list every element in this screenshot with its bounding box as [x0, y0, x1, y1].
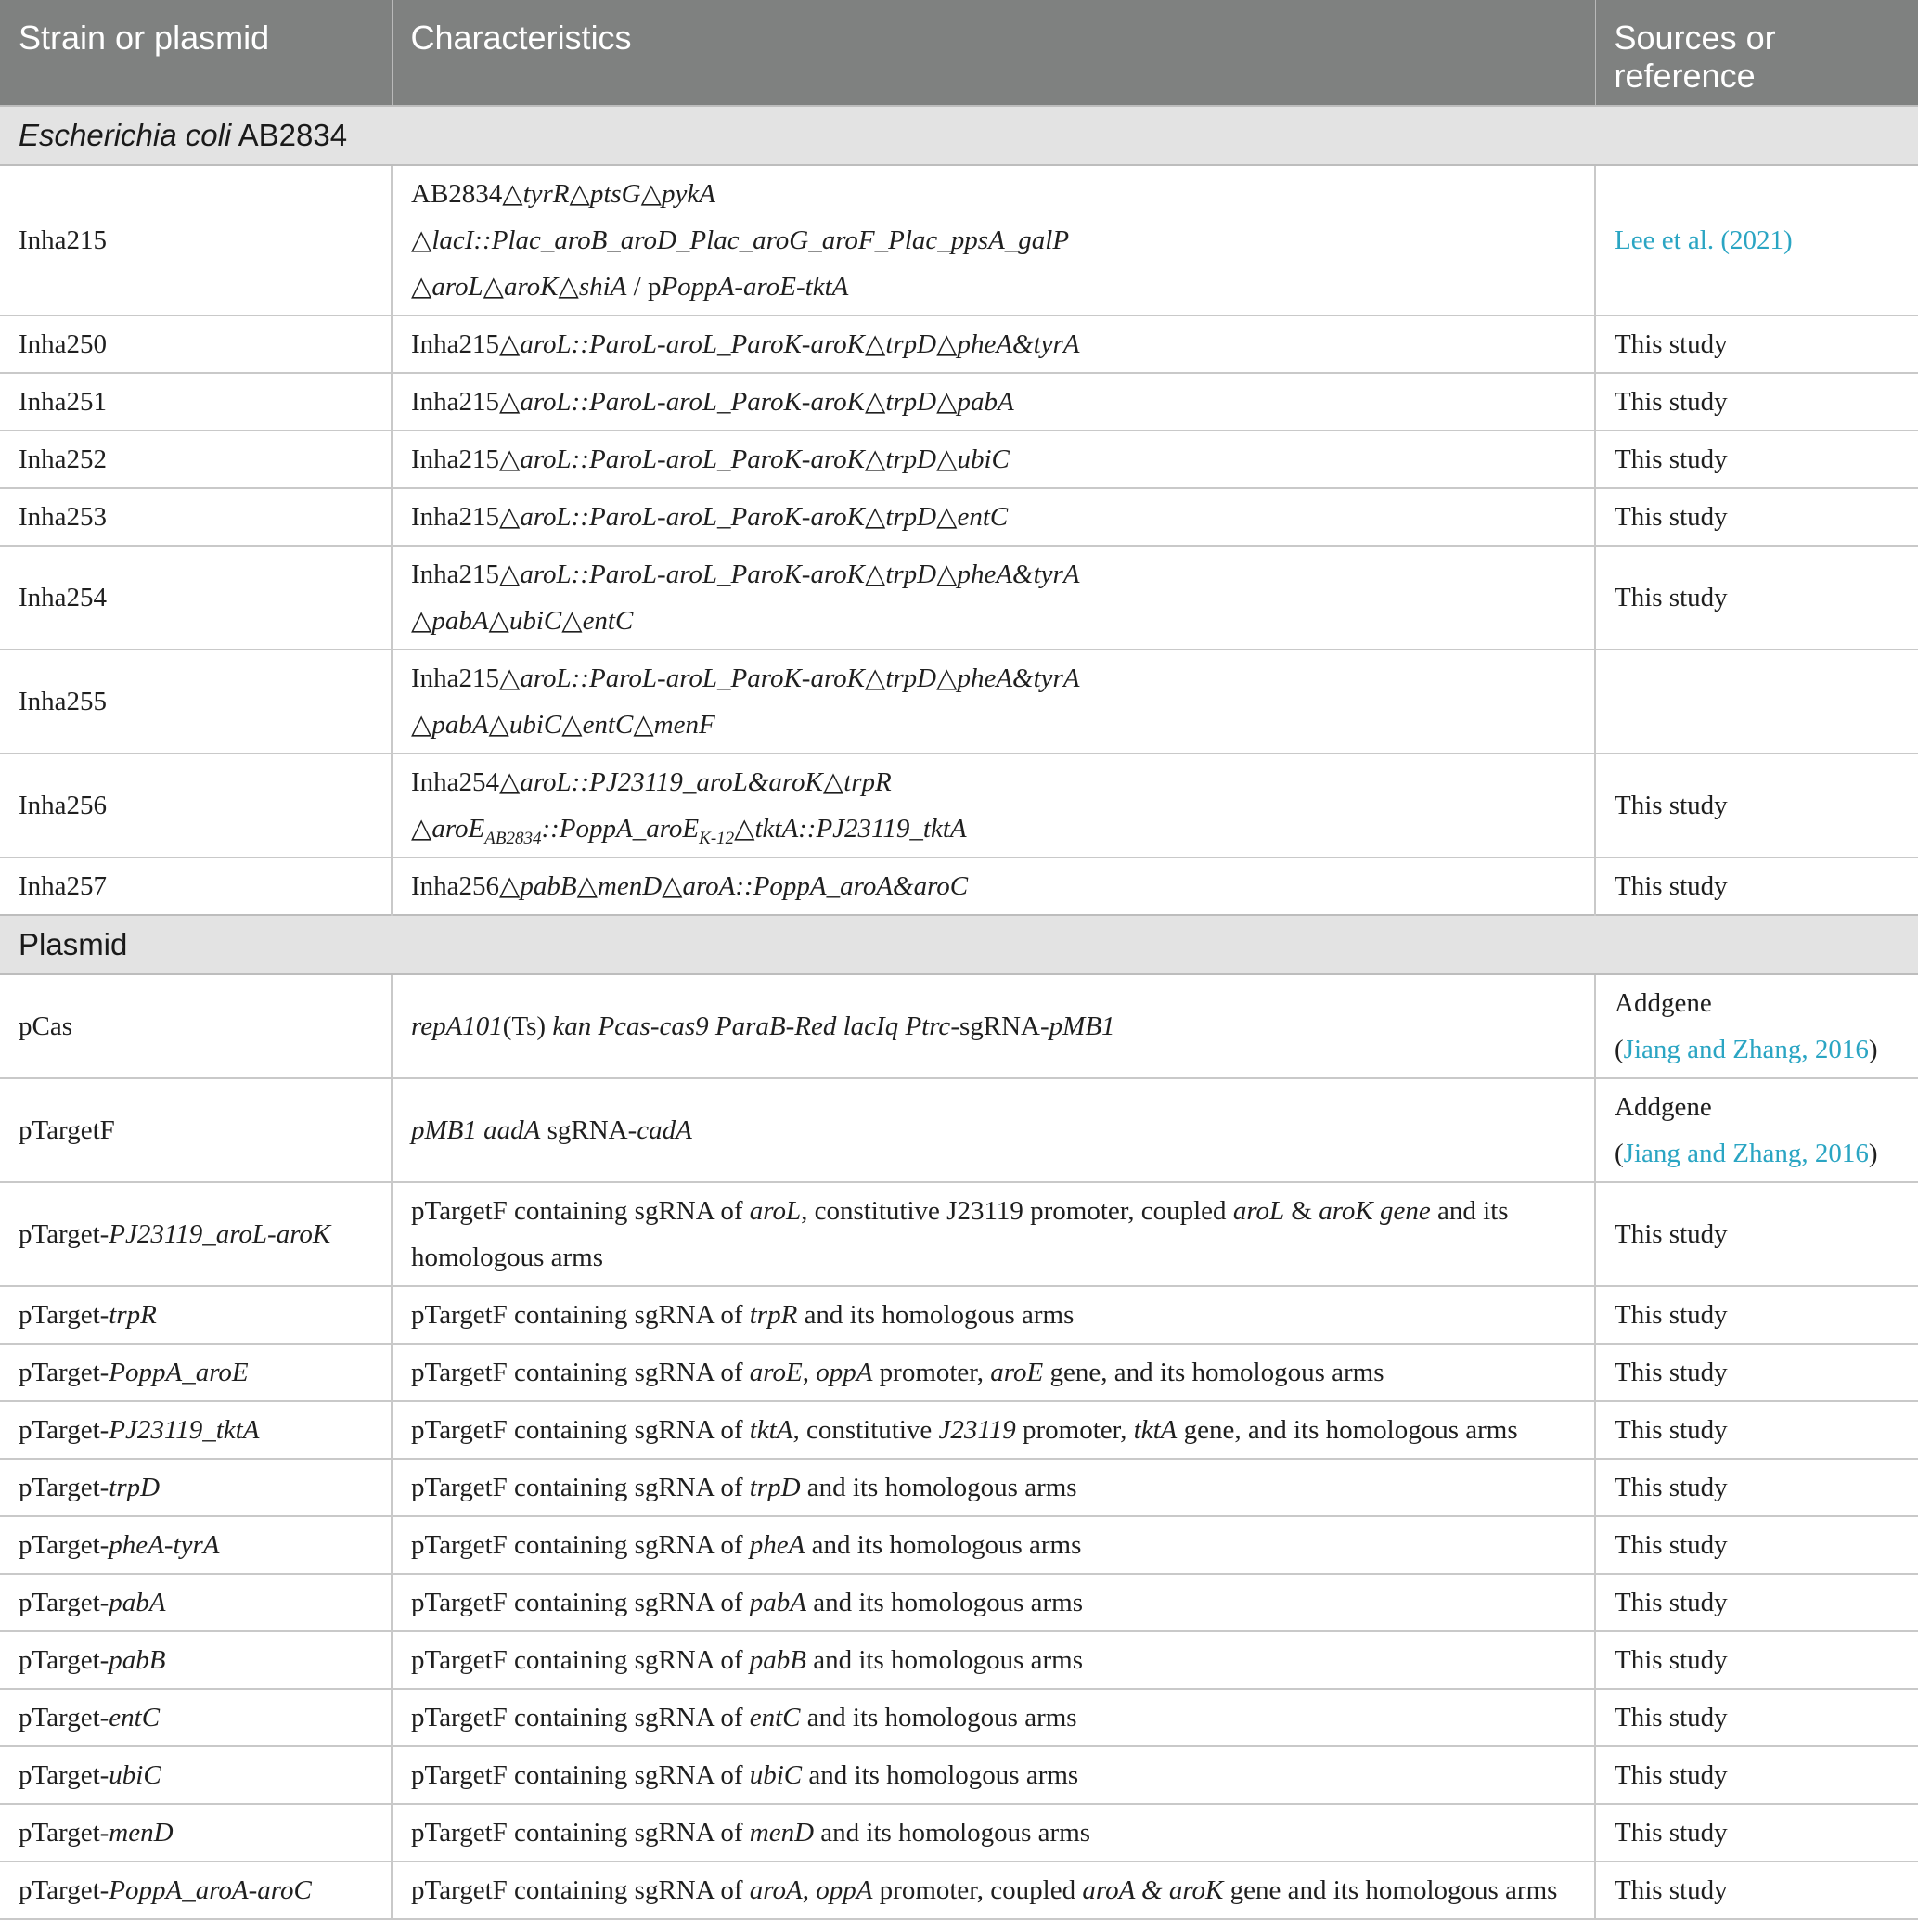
plasmid-characteristics: pTargetF containing sgRNA of aroL, constitutive J23119 promoter, coupled aroL & aroK gene and its homologous arms: [392, 1182, 1595, 1286]
plasmid-name: pTarget-menD: [0, 1804, 392, 1861]
table-row: [0, 1689, 1918, 1746]
table-row: [0, 1344, 1918, 1401]
plasmid-name: pTarget-trpD: [0, 1459, 392, 1516]
plasmid-name: pTargetF: [0, 1078, 392, 1182]
plasmid-source: This study: [1595, 1459, 1918, 1516]
strain-name: Inha257: [0, 857, 392, 915]
strain-characteristics: Inha256△pabB△menD△aroA::PoppA_aroA&aroC: [392, 857, 1595, 915]
plasmid-name: pTarget-PJ23119_tktA: [0, 1401, 392, 1459]
table-row: [0, 1286, 1918, 1344]
table-row: [0, 974, 1918, 1078]
plasmid-characteristics: pTargetF containing sgRNA of ubiC and its homologous arms: [392, 1746, 1595, 1804]
strain-source: This study: [1595, 316, 1918, 373]
plasmid-source: This study: [1595, 1516, 1918, 1574]
plasmid-name: pTarget-ubiC: [0, 1746, 392, 1804]
table-row: [0, 1631, 1918, 1689]
plasmid-characteristics: pTargetF containing sgRNA of aroA, oppA promoter, coupled aroA & aroK gene and its homologous arms: [392, 1861, 1595, 1919]
table-row: [0, 1574, 1918, 1631]
table-row: [0, 1516, 1918, 1574]
plasmid-source: This study: [1595, 1182, 1918, 1286]
plasmid-name: pTarget-PoppA_aroA-aroC: [0, 1861, 392, 1919]
plasmid-source: This study: [1595, 1689, 1918, 1746]
plasmid-name: pTarget-trpR: [0, 1286, 392, 1344]
plasmid-source: This study: [1595, 1746, 1918, 1804]
strain-name: Inha256: [0, 753, 392, 857]
plasmid-name: pTarget-pabA: [0, 1574, 392, 1631]
strain-source: This study: [1595, 546, 1918, 650]
strain-characteristics: Inha215△aroL::ParoL-aroL_ParoK-aroK△trpD△ubiC: [392, 431, 1595, 488]
plasmid-source: This study: [1595, 1574, 1918, 1631]
strain-source: This study: [1595, 753, 1918, 857]
table-row: [0, 1401, 1918, 1459]
table-row: [0, 1459, 1918, 1516]
plasmid-characteristics: pMB1 aadA sgRNA-cadA: [392, 1078, 1595, 1182]
table-row: [0, 1861, 1918, 1919]
table-row: [0, 373, 1918, 431]
plasmid-source: Addgene (Jiang and Zhang, 2016): [1595, 974, 1918, 1078]
strain-characteristics: Inha215△aroL::ParoL-aroL_ParoK-aroK△trpD△entC: [392, 488, 1595, 546]
header-strain-or-plasmid: Strain or plasmid: [0, 0, 392, 106]
header-row: [0, 0, 1918, 106]
strain-name: Inha215: [0, 165, 392, 316]
strain-name: Inha255: [0, 650, 392, 753]
strain-source: This study: [1595, 431, 1918, 488]
section-title-plasmids: Plasmid: [0, 915, 1918, 974]
plasmid-source: This study: [1595, 1631, 1918, 1689]
plasmid-characteristics: pTargetF containing sgRNA of pabA and its homologous arms: [392, 1574, 1595, 1631]
strain-characteristics: Inha215△aroL::ParoL-aroL_ParoK-aroK△trpD△pheA&tyrA: [392, 316, 1595, 373]
plasmid-source: This study: [1595, 1286, 1918, 1344]
strain-name: Inha252: [0, 431, 392, 488]
plasmid-source: This study: [1595, 1861, 1918, 1919]
section-row-plasmids: [0, 915, 1918, 974]
plasmid-characteristics: pTargetF containing sgRNA of pheA and its homologous arms: [392, 1516, 1595, 1574]
table-row: [0, 431, 1918, 488]
table-row: [0, 316, 1918, 373]
table-row: [0, 857, 1918, 915]
strain-name: Inha253: [0, 488, 392, 546]
source-reference-link[interactable]: Lee et al. (2021): [1595, 165, 1918, 316]
plasmid-name: pCas: [0, 974, 392, 1078]
strain-characteristics: Inha254△aroL::PJ23119_aroL&aroK△trpR △aroE$_{AB2834}$::PoppA_aroE$_{K-12}$△tktA::PJ23119_tktA: [392, 753, 1595, 857]
section-title-rest: AB2834: [231, 118, 348, 152]
table-row: [0, 1078, 1918, 1182]
strain-characteristics: Inha215△aroL::ParoL-aroL_ParoK-aroK△trpD△pabA: [392, 373, 1595, 431]
table-row: [0, 753, 1918, 857]
table-row: [0, 1182, 1918, 1286]
strain-source: [1595, 650, 1918, 753]
table-row: [0, 165, 1918, 316]
table-row: [0, 1804, 1918, 1861]
strain-characteristics: Inha215△aroL::ParoL-aroL_ParoK-aroK△trpD△pheA&tyrA △pabA△ubiC△entC: [392, 546, 1595, 650]
table-row: [0, 650, 1918, 753]
section-title-italic: Escherichia coli: [19, 118, 232, 152]
plasmid-characteristics: pTargetF containing sgRNA of aroE, oppA promoter, aroE gene, and its homologous arms: [392, 1344, 1595, 1401]
source-reference-link[interactable]: Jiang and Zhang, 2016: [1623, 1139, 1869, 1168]
plasmid-name: pTarget-entC: [0, 1689, 392, 1746]
table-row: [0, 488, 1918, 546]
strain-characteristics: AB2834△tyrR△ptsG△pykA △lacI::Plac_aroB_aroD_Plac_aroG_aroF_Plac_ppsA_galP △aroL△aroK△shiA / pPoppA-aroE-tktA: [392, 165, 1595, 316]
plasmid-characteristics: pTargetF containing sgRNA of entC and its homologous arms: [392, 1689, 1595, 1746]
section-title-strains: [0, 106, 1918, 165]
plasmid-name: pTarget-pheA-tyrA: [0, 1516, 392, 1574]
plasmid-characteristics: pTargetF containing sgRNA of trpD and its homologous arms: [392, 1459, 1595, 1516]
strain-characteristics: Inha215△aroL::ParoL-aroL_ParoK-aroK△trpD△pheA&tyrA △pabA△ubiC△entC△menF: [392, 650, 1595, 753]
plasmid-characteristics: pTargetF containing sgRNA of trpR and its homologous arms: [392, 1286, 1595, 1344]
table-row: [0, 1746, 1918, 1804]
plasmid-name: pTarget-pabB: [0, 1631, 392, 1689]
strain-name: Inha254: [0, 546, 392, 650]
strain-source: This study: [1595, 373, 1918, 431]
plasmid-source: Addgene (Jiang and Zhang, 2016): [1595, 1078, 1918, 1182]
strain-name: Inha251: [0, 373, 392, 431]
plasmid-name: pTarget-PoppA_aroE: [0, 1344, 392, 1401]
strain-source: This study: [1595, 857, 1918, 915]
table-row: [0, 546, 1918, 650]
strain-name: Inha250: [0, 316, 392, 373]
header-sources: Sources or reference: [1595, 0, 1918, 106]
plasmid-source: This study: [1595, 1401, 1918, 1459]
plasmid-characteristics: repA101(Ts) kan Pcas-cas9 ParaB-Red lacIq Ptrc-sgRNA-pMB1: [392, 974, 1595, 1078]
plasmid-characteristics: pTargetF containing sgRNA of menD and its homologous arms: [392, 1804, 1595, 1861]
section-row-strains: [0, 106, 1918, 165]
plasmid-source: This study: [1595, 1804, 1918, 1861]
strain-source: This study: [1595, 488, 1918, 546]
header-characteristics: Characteristics: [392, 0, 1595, 106]
plasmid-source: This study: [1595, 1344, 1918, 1401]
plasmid-characteristics: pTargetF containing sgRNA of pabB and its homologous arms: [392, 1631, 1595, 1689]
plasmid-characteristics: pTargetF containing sgRNA of tktA, constitutive J23119 promoter, tktA gene, and its homologous arms: [392, 1401, 1595, 1459]
source-reference-link[interactable]: Jiang and Zhang, 2016: [1623, 1035, 1869, 1064]
plasmid-name: pTarget-PJ23119_aroL-aroK: [0, 1182, 392, 1286]
